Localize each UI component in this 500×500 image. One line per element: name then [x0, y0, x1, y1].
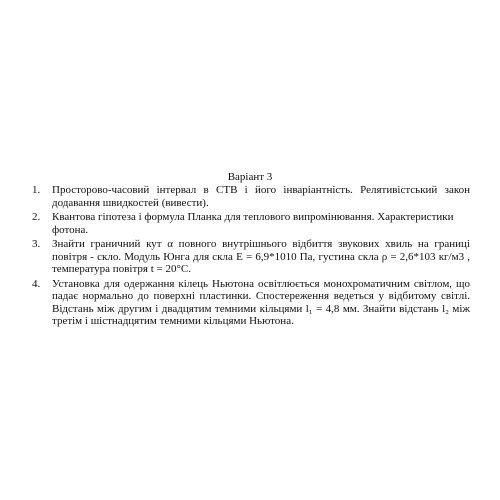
variant-title: Варіант 3 — [227, 171, 273, 183]
task-item-4 — [30, 278, 470, 328]
task-number: 2. — [32, 211, 41, 223]
task-text-line: Установка для одержання кілець Ньютона освітлюється монохроматичним світлом, що — [52, 277, 470, 290]
task-number: 4. — [32, 277, 41, 290]
task-number: 3. — [32, 238, 41, 250]
task-text-line: Відстань між другим і двадцятим темними кільцями l₁ = 4,8 мм. Знайти відстань l₂ між — [52, 302, 470, 315]
task-text-line: Просторово-часовий інтервал в СТВ і його інваріантність. Релятивістський закон — [52, 184, 470, 196]
task-number: 1. — [32, 184, 41, 196]
task-text-line: фотона. — [52, 223, 89, 236]
task-text-line: повітря - скло. Модуль Юнга для скла E = 6,9*1010 Па, густина скла ρ = 2,6*103 кг/м3 , — [52, 250, 470, 263]
task-list — [30, 184, 470, 330]
task-text-line: третім і шістнадцятим темними кільцями Ньютона. — [52, 315, 294, 327]
task-text-line: Знайти граничний кут α повного внутрішнього відбиття звукових хвиль на границі — [52, 238, 470, 250]
task-item-3 — [30, 238, 470, 276]
task-item-1 — [30, 184, 470, 209]
task-text-line: додавання швидкостей (вивести). — [52, 196, 209, 209]
task-text-line: падає нормально до поверхні пластинки. Спостереження ведеться у відбитому світлі. — [52, 290, 470, 302]
task-text-line: температура повітря t = 20°C. — [52, 263, 191, 275]
task-item-2 — [30, 211, 470, 236]
task-text-line: Квантова гіпотеза і формула Планка для теплового випромінювання. Характеристики — [52, 211, 454, 223]
